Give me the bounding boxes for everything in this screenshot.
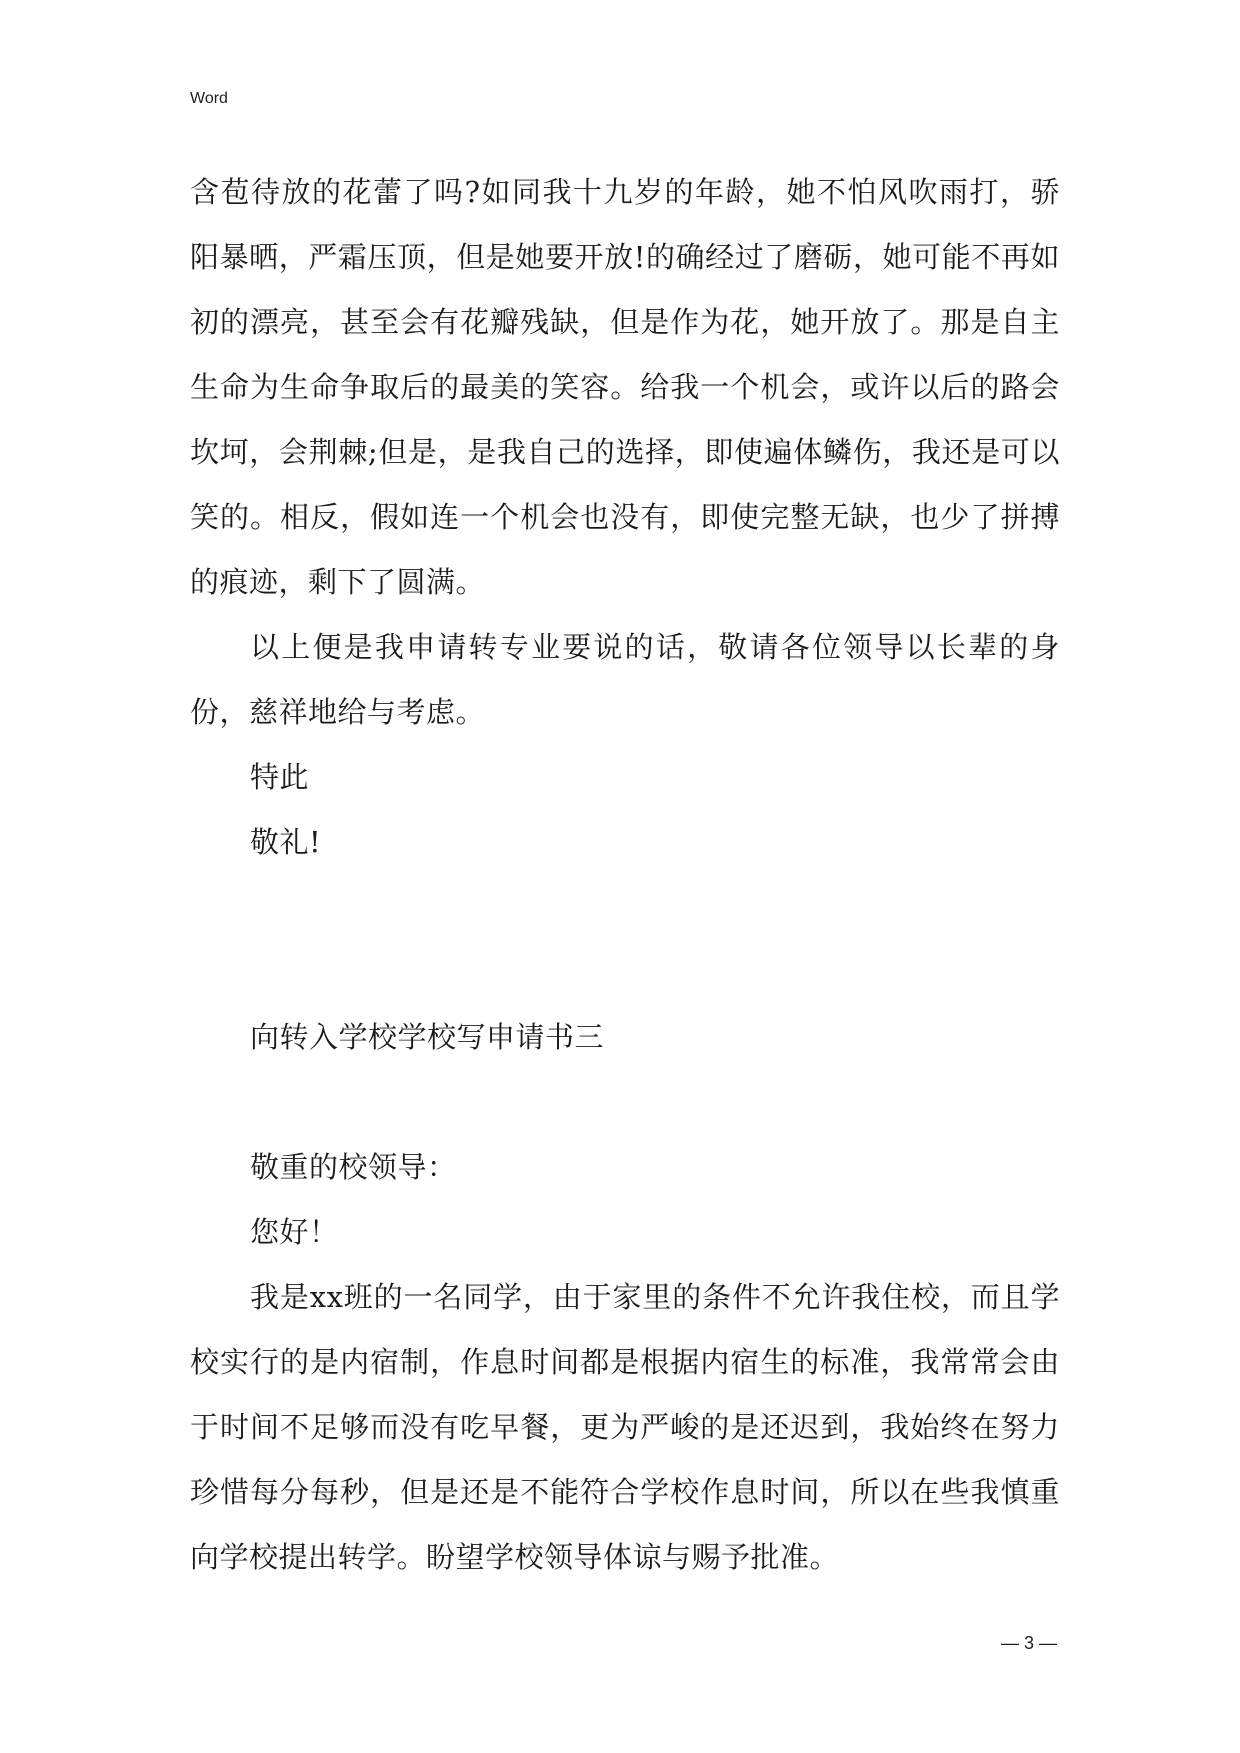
document-header: Word — [190, 90, 228, 107]
paragraph-conclusion: 以上便是我申请转专业要说的话，敬请各位领导以长辈的身份，慈祥地给与考虑。 — [190, 630, 1060, 729]
closing-line-1: 特此 — [250, 760, 310, 794]
paragraph-continuation: 含苞待放的花蕾了吗?如同我十九岁的年龄，她不怕风吹雨打，骄阳暴晒，严霜压顶，但是她要开放!的确经过了磨砺，她可能不再如初的漂亮，甚至会有花瓣残缺，但是作为花，她开放了。那是自主生命为生命争取后的最美的笑容。给我一个机会，或许以后的路会坎坷，会荆棘;但是，是我自己的选择，即使遍体鳞伤，我还是可以笑的。相反，假如连一个机会也没有，即使完整无缺，也少了拼搏的痕迹，剩下了圆满。 — [190, 175, 1060, 599]
spacer — [190, 1070, 1060, 1135]
document-body — [190, 160, 1060, 1590]
greeting: 您好！ — [250, 1215, 339, 1249]
paragraph-request: 我是xx班的一名同学，由于家里的条件不允许我住校，而且学校实行的是内宿制，作息时间都是根据内宿生的标准，我常常会由于时间不足够而没有吃早餐，更为严峻的是还迟到，我始终在努力珍惜每分每秒，但是还是不能符合学校作息时间，所以在些我慎重向学校提出转学。盼望学校领导体谅与赐予批准。 — [190, 1280, 1060, 1574]
closing-line-2: 敬礼! — [250, 825, 322, 859]
salutation: 敬重的校领导： — [250, 1150, 457, 1184]
page-number: — 3 — — [1000, 1633, 1057, 1653]
spacer — [190, 875, 1060, 1005]
section-title: 向转入学校学校写申请书三 — [250, 1020, 605, 1054]
